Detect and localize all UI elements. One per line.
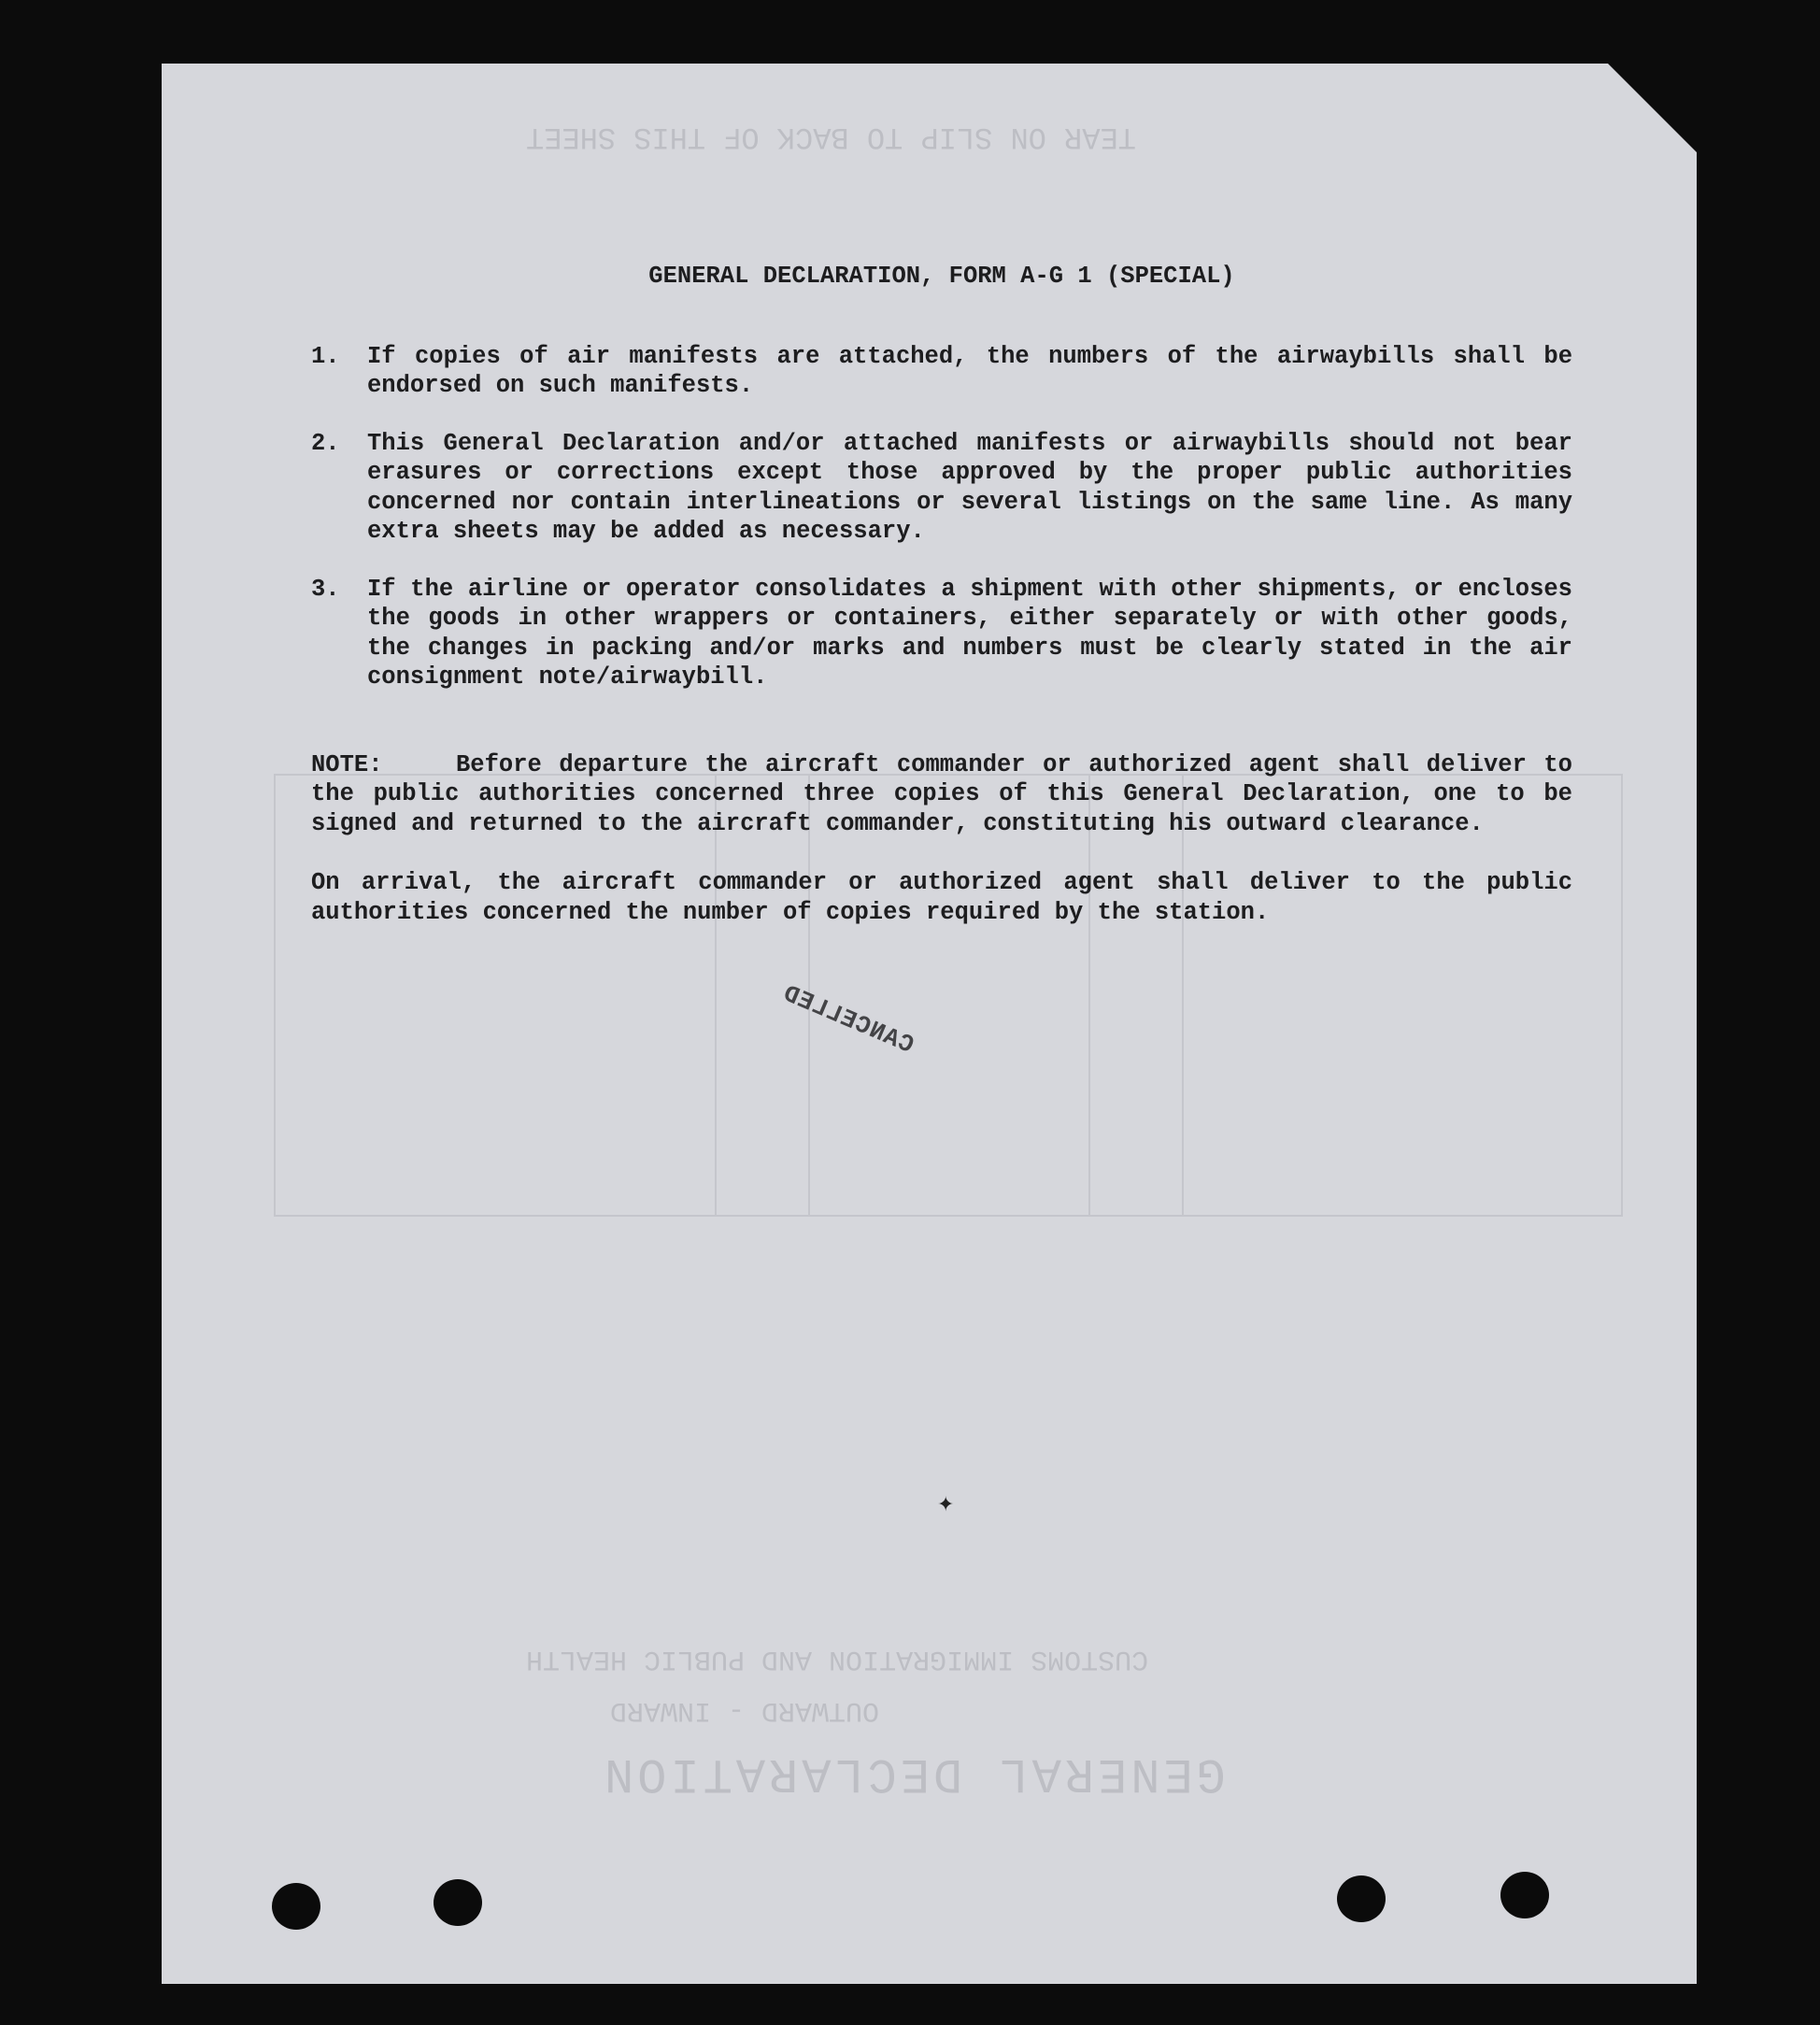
document-title: GENERAL DECLARATION, FORM A-G 1 (SPECIAL)	[648, 263, 1235, 290]
ink-speck: ✦	[937, 1493, 955, 1517]
bleed-through-text: CUSTOMS IMMIGRATION AND PUBLIC HEALTH	[526, 1643, 1149, 1675]
item-number: 3.	[311, 575, 340, 603]
item-number: 1.	[311, 342, 340, 370]
punch-hole	[1500, 1872, 1549, 1918]
note-text: Before departure the aircraft commander or authorized agent shall deliver to the public authorities concerned three copies of this General Declaration, one to be signed and returned to the aircraft commander, constituting his outward clearance.	[311, 750, 1572, 837]
instruction-item	[311, 429, 1572, 547]
punch-hole	[434, 1879, 482, 1926]
punch-hole	[1337, 1875, 1386, 1922]
cancelled-stamp: CANCELLED	[778, 978, 918, 1061]
instruction-item	[311, 342, 1572, 401]
bleed-through-text: OUTWARD - INWARD	[610, 1694, 880, 1726]
note-paragraph	[311, 750, 1572, 839]
punch-hole	[272, 1883, 320, 1930]
item-text: If the airline or operator consolidates a shipment with other shipments, or encloses the goods in other wrappers or containers, either separately or with other goods, the changes in packing and/or marks and numbers must be clearly stated in the air consignment note/airwaybill.	[367, 575, 1572, 691]
instruction-item	[311, 575, 1572, 692]
bleed-through-text: TEAR ON SLIP TO BACK OF THIS SHEET	[526, 120, 1136, 154]
folded-corner	[1608, 64, 1697, 152]
bleed-through-text: GENERAL DECLARATION	[601, 1746, 1226, 1801]
paper-sheet	[162, 64, 1697, 1984]
item-number: 2.	[311, 429, 340, 457]
item-text: If copies of air manifests are attached, the numbers of the airwaybills shall be endorsed on such manifests.	[367, 342, 1572, 399]
arrival-paragraph: On arrival, the aircraft commander or authorized agent shall deliver to the public authorities concerned the number of copies required by the station.	[311, 869, 1572, 926]
item-text: This General Declaration and/or attached manifests or airwaybills should not bear erasures or corrections except those approved by the proper public authorities concerned nor contain interlineations or several listings on the same line. As many extra sheets may be added as necessary.	[367, 429, 1572, 545]
instructions-block	[311, 262, 1572, 927]
note-label: NOTE:	[311, 750, 383, 778]
